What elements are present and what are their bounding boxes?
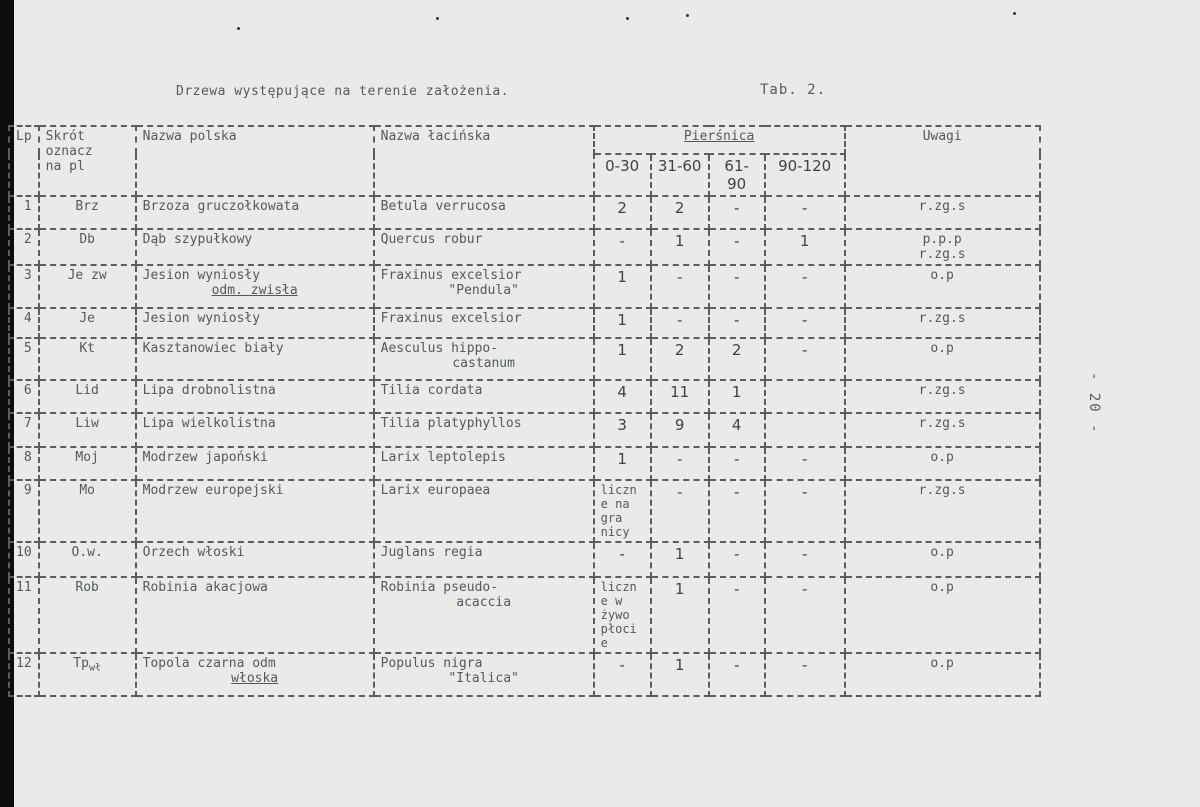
notes-line: r.zg.s (918, 416, 966, 431)
piersnica-cell: - (709, 265, 765, 308)
piersnica-cell: 1 (651, 229, 709, 265)
speck (626, 17, 629, 20)
notes-cell (845, 480, 1040, 542)
polish-name-cell (136, 308, 374, 338)
abbrev-text: Mo (79, 483, 95, 498)
piersnica-cell: - (765, 338, 845, 380)
abbrev-text: Tp (73, 656, 89, 671)
piersnica-cell: 4 (709, 413, 765, 447)
piersnica-cell: 2 (709, 338, 765, 380)
notes-line: o.p (930, 545, 954, 560)
lp-cell: 7 (9, 413, 39, 447)
notes-cell (845, 542, 1040, 577)
piersnica-cell: liczne na gra nicy (594, 480, 651, 542)
polish-name-cell (136, 480, 374, 542)
polish-name-line: Topola czarna odm (142, 656, 276, 671)
latin-name-cell (374, 480, 594, 542)
header-nazwa-lacinska: Nazwa łacińska (374, 126, 594, 196)
abbrev-cell (39, 380, 136, 413)
piersnica-cell: 1 (651, 577, 709, 653)
piersnica-cell: 1 (709, 380, 765, 413)
latin-name-line: Aesculus hippo- (380, 341, 499, 356)
latin-name-line: acaccia (456, 595, 512, 610)
piersnica-cell: 1 (594, 338, 651, 380)
latin-name-cell (374, 308, 594, 338)
header-range-0-30: 0-30 (594, 154, 651, 196)
page-number: - 20 - (1086, 372, 1102, 435)
document-title: Drzewa występujące na terenie założenia. (176, 84, 510, 99)
notes-line: r.zg.s (918, 311, 966, 326)
piersnica-cell: - (594, 653, 651, 696)
polish-name-line: Dąb szypułkowy (142, 232, 253, 247)
latin-name-line: Fraxinus excelsior (380, 311, 522, 326)
abbrev-cell (39, 308, 136, 338)
notes-line: o.p (930, 656, 954, 671)
piersnica-cell: 1 (594, 308, 651, 338)
table-row (9, 229, 1040, 265)
abbrev-cell (39, 338, 136, 380)
polish-name-cell (136, 653, 374, 696)
polish-name-line: odm. zwisła (211, 283, 298, 298)
polish-name-line: Lipa drobnolistna (142, 383, 276, 398)
latin-name-line: Larix leptolepis (380, 450, 506, 465)
polish-name-line: Jesion wyniosły (142, 268, 261, 283)
polish-name-line: Lipa wielkolistna (142, 416, 276, 431)
polish-name-cell (136, 413, 374, 447)
latin-name-line: Fraxinus excelsior (380, 268, 522, 283)
abbrev-subscript: wł (88, 662, 101, 674)
polish-name-line: Orzech włoski (142, 545, 245, 560)
header-row (9, 126, 1040, 154)
piersnica-cell: - (709, 542, 765, 577)
latin-name-cell (374, 542, 594, 577)
lp-cell: 8 (9, 447, 39, 480)
piersnica-cell: - (709, 308, 765, 338)
lp-cell: 6 (9, 380, 39, 413)
table-row (9, 265, 1040, 308)
table-row (9, 447, 1040, 480)
lp-cell: 3 (9, 265, 39, 308)
table-row (9, 196, 1040, 229)
notes-cell (845, 413, 1040, 447)
piersnica-cell: 9 (651, 413, 709, 447)
piersnica-cell: - (765, 577, 845, 653)
piersnica-cell: 2 (651, 196, 709, 229)
header-piersnica-label: Pierśnica (683, 129, 755, 144)
polish-name-cell (136, 338, 374, 380)
latin-name-line: "Pendula" (448, 283, 519, 298)
latin-name-cell (374, 338, 594, 380)
abbrev-text: Lid (75, 383, 99, 398)
piersnica-cell: - (594, 542, 651, 577)
piersnica-cell: - (709, 196, 765, 229)
abbrev-text: Kt (79, 341, 95, 356)
latin-name-cell (374, 380, 594, 413)
notes-line: o.p (930, 268, 954, 283)
notes-line: r.zg.s (918, 247, 966, 262)
lp-cell: 10 (9, 542, 39, 577)
notes-cell (845, 380, 1040, 413)
abbrev-cell (39, 196, 136, 229)
polish-name-cell (136, 447, 374, 480)
notes-line: p.p.p (922, 232, 962, 247)
polish-name-cell (136, 577, 374, 653)
speck (237, 27, 240, 30)
lp-cell: 2 (9, 229, 39, 265)
polish-name-cell (136, 380, 374, 413)
abbrev-cell (39, 577, 136, 653)
abbrev-cell (39, 480, 136, 542)
abbrev-cell (39, 413, 136, 447)
abbrev-text: Rob (75, 580, 99, 595)
piersnica-cell: 1 (651, 542, 709, 577)
latin-name-line: Robinia pseudo- (380, 580, 499, 595)
polish-name-line: Brzoza gruczołkowata (142, 199, 300, 214)
piersnica-cell: liczne w żywo płocie (594, 577, 651, 653)
notes-line: o.p (930, 450, 954, 465)
polish-name-line: włoska (231, 671, 279, 686)
header-piersnica (594, 126, 845, 154)
header-range-90-120: 90-120 (765, 154, 845, 196)
polish-name-line: Modrzew europejski (142, 483, 284, 498)
header-uwagi: Uwagi (845, 126, 1040, 196)
latin-name-line: "Italica" (448, 671, 519, 686)
latin-name-line: Betula verrucosa (380, 199, 506, 214)
polish-name-cell (136, 196, 374, 229)
notes-line: o.p (930, 341, 954, 356)
piersnica-cell (765, 380, 845, 413)
notes-cell (845, 229, 1040, 265)
header-range-61-90: 61-90 (709, 154, 765, 196)
latin-name-line: castanum (452, 356, 515, 371)
latin-name-line: Juglans regia (380, 545, 483, 560)
polish-name-line: Robinia akacjowa (142, 580, 268, 595)
abbrev-cell (39, 265, 136, 308)
piersnica-cell: - (765, 265, 845, 308)
piersnica-cell: - (709, 480, 765, 542)
abbrev-text: O.w. (71, 545, 103, 560)
polish-name-line: Modrzew japoński (142, 450, 268, 465)
latin-name-cell (374, 413, 594, 447)
piersnica-cell: - (765, 308, 845, 338)
abbrev-text: Moj (75, 450, 99, 465)
piersnica-cell: - (651, 447, 709, 480)
polish-name-cell (136, 265, 374, 308)
header-nazwa-polska: Nazwa polska (136, 126, 374, 196)
lp-cell: 9 (9, 480, 39, 542)
lp-cell: 1 (9, 196, 39, 229)
table-row (9, 308, 1040, 338)
piersnica-cell: - (765, 653, 845, 696)
abbrev-text: Je (79, 311, 95, 326)
latin-name-line: Populus nigra (380, 656, 483, 671)
latin-name-cell (374, 577, 594, 653)
trees-table (8, 125, 1041, 697)
abbrev-text: Liw (75, 416, 99, 431)
piersnica-cell (765, 413, 845, 447)
piersnica-cell: 3 (594, 413, 651, 447)
latin-name-line: Larix europaea (380, 483, 491, 498)
latin-name-line: Quercus robur (380, 232, 483, 247)
latin-name-cell (374, 196, 594, 229)
table-row (9, 542, 1040, 577)
lp-cell: 12 (9, 653, 39, 696)
table-row (9, 380, 1040, 413)
latin-name-cell (374, 447, 594, 480)
notes-line: r.zg.s (918, 483, 966, 498)
piersnica-cell: 1 (651, 653, 709, 696)
piersnica-cell: - (709, 577, 765, 653)
polish-name-cell (136, 542, 374, 577)
polish-name-line: Kasztanowiec biały (142, 341, 284, 356)
piersnica-cell: - (765, 542, 845, 577)
header-range-31-60: 31-60 (651, 154, 709, 196)
notes-cell (845, 265, 1040, 308)
piersnica-cell: 1 (594, 447, 651, 480)
table-row (9, 577, 1040, 653)
piersnica-cell: - (709, 229, 765, 265)
latin-name-cell (374, 653, 594, 696)
polish-name-line: Jesion wyniosły (142, 311, 261, 326)
latin-name-cell (374, 265, 594, 308)
notes-line: r.zg.s (918, 199, 966, 214)
piersnica-cell: - (765, 447, 845, 480)
header-skrot-line: na pl (45, 159, 85, 174)
piersnica-cell: 2 (651, 338, 709, 380)
piersnica-cell: 1 (765, 229, 845, 265)
notes-cell (845, 447, 1040, 480)
notes-cell (845, 577, 1040, 653)
piersnica-cell: 4 (594, 380, 651, 413)
piersnica-cell: - (651, 480, 709, 542)
table-number: Tab. 2. (760, 82, 827, 98)
header-skrot-line: oznacz (45, 144, 93, 159)
abbrev-cell (39, 542, 136, 577)
abbrev-text: Je zw (67, 268, 107, 283)
abbrev-cell (39, 229, 136, 265)
latin-name-line: Tilia cordata (380, 383, 483, 398)
latin-name-line: Tilia platyphyllos (380, 416, 522, 431)
notes-cell (845, 338, 1040, 380)
header-skrot-line: Skrót (45, 129, 85, 144)
notes-cell (845, 308, 1040, 338)
piersnica-cell: - (709, 447, 765, 480)
table-row (9, 413, 1040, 447)
speck (1013, 12, 1016, 15)
notes-line: r.zg.s (918, 383, 966, 398)
piersnica-cell: 2 (594, 196, 651, 229)
piersnica-cell: - (709, 653, 765, 696)
table-row (9, 653, 1040, 696)
latin-name-cell (374, 229, 594, 265)
speck (686, 14, 689, 17)
polish-name-cell (136, 229, 374, 265)
piersnica-cell: 1 (594, 265, 651, 308)
piersnica-cell: - (651, 308, 709, 338)
notes-line: o.p (930, 580, 954, 595)
table-row (9, 338, 1040, 380)
abbrev-cell (39, 447, 136, 480)
notes-cell (845, 196, 1040, 229)
abbrev-text: Brz (75, 199, 99, 214)
piersnica-cell: 11 (651, 380, 709, 413)
speck (436, 17, 439, 20)
notes-cell (845, 653, 1040, 696)
abbrev-cell (39, 653, 136, 696)
lp-cell: 11 (9, 577, 39, 653)
header-skrot (39, 126, 136, 196)
lp-cell: 5 (9, 338, 39, 380)
piersnica-cell: - (651, 265, 709, 308)
piersnica-cell: - (765, 480, 845, 542)
piersnica-cell: - (765, 196, 845, 229)
table-row (9, 480, 1040, 542)
piersnica-cell: - (594, 229, 651, 265)
lp-cell: 4 (9, 308, 39, 338)
header-lp: Lp (9, 126, 39, 196)
abbrev-text: Db (79, 232, 95, 247)
